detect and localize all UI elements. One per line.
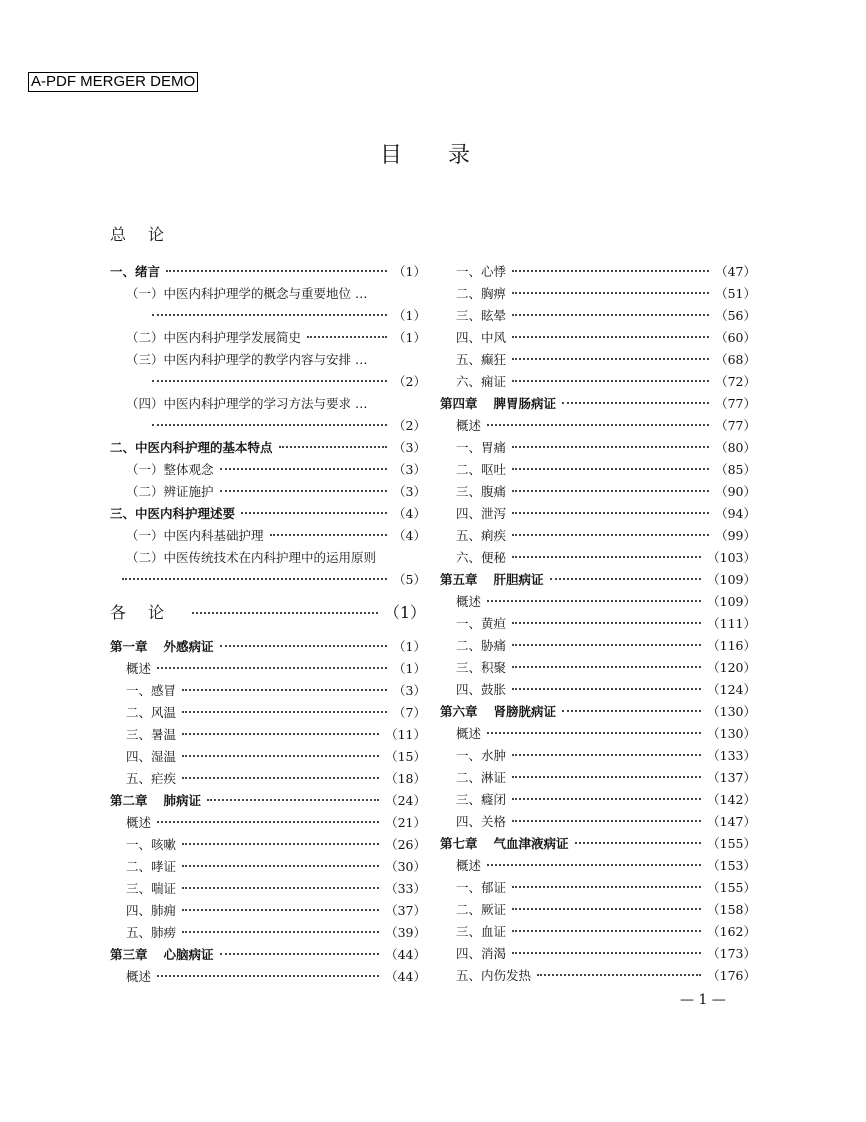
toc-entry[interactable] [110, 702, 426, 724]
entry-title: （二）中医内科护理学发展简史 [126, 330, 302, 345]
dot-leader [182, 843, 379, 845]
dot-leader [512, 622, 701, 624]
page-number: （68） [715, 352, 756, 367]
toc-right-chapters [440, 261, 756, 987]
entry-title: 概述 [126, 969, 152, 984]
page-number: （30） [385, 859, 426, 874]
dot-leader [512, 314, 709, 316]
chapter-number: 第七章 [440, 836, 478, 851]
toc-heading-entry[interactable] [110, 261, 426, 283]
dot-leader [562, 402, 709, 404]
toc-entry[interactable] [440, 371, 756, 393]
dot-leader [512, 908, 701, 910]
page-number: （11） [385, 727, 426, 742]
entry-title: 二、中医内科护理的基本特点 [110, 440, 273, 455]
entry-title: 三、暑温 [126, 727, 177, 742]
dot-leader [512, 688, 701, 690]
dot-leader [182, 755, 379, 757]
toc-entry[interactable] [440, 943, 756, 965]
entry-title: 三、血证 [456, 924, 507, 939]
entry-title: 气血津液病证 [493, 836, 569, 851]
toc-heading-entry[interactable] [110, 503, 426, 525]
demo-watermark: A-PDF MERGER DEMO [28, 72, 198, 92]
dot-leader [182, 711, 387, 713]
toc-entry[interactable] [110, 459, 426, 481]
dot-leader [152, 380, 387, 382]
toc-entry[interactable] [440, 613, 756, 635]
dot-leader [182, 689, 387, 691]
toc-entry[interactable] [110, 481, 426, 503]
page-number: （158） [707, 902, 756, 917]
dot-leader [512, 380, 709, 382]
entry-title: 五、痢疾 [456, 528, 507, 543]
dot-leader [220, 468, 388, 470]
toc-entry[interactable] [110, 878, 426, 900]
page-number: （176） [707, 968, 756, 983]
entry-title: （二）中医传统技术在内科护理中的运用原则 [126, 550, 377, 565]
chapter-number: 第五章 [440, 572, 478, 587]
toc-entry[interactable] [110, 525, 426, 547]
entry-title: 肝胆病证 [493, 572, 544, 587]
toc-entry[interactable] [440, 327, 756, 349]
entry-title: （四）中医内科护理学的学习方法与要求 … [126, 396, 368, 411]
entry-title: 三、眩晕 [456, 308, 507, 323]
dot-leader [166, 270, 387, 272]
dot-leader [512, 336, 709, 338]
dot-leader [182, 733, 379, 735]
dot-leader [512, 886, 701, 888]
toc-entry[interactable] [440, 547, 756, 569]
entry-title: 二、淋证 [456, 770, 507, 785]
toc-entry[interactable] [440, 591, 756, 613]
page-number: （77） [715, 396, 756, 411]
page-number: （120） [707, 660, 756, 675]
toc-entry[interactable] [440, 305, 756, 327]
dot-leader [279, 446, 388, 448]
toc-entry[interactable] [110, 569, 426, 591]
toc-entry[interactable] [110, 327, 426, 349]
page-number: （137） [707, 770, 756, 785]
entry-title: 概述 [456, 418, 482, 433]
entry-title: 概述 [126, 661, 152, 676]
chapter-number: 第六章 [440, 704, 478, 719]
page-number: （1） [393, 661, 426, 676]
entry-title: 二、胸痹 [456, 286, 507, 301]
toc-entry[interactable] [110, 768, 426, 790]
toc-heading-entry[interactable] [110, 790, 426, 812]
entry-title: 四、关格 [456, 814, 507, 829]
toc-entry[interactable] [440, 349, 756, 371]
toc-heading-entry[interactable] [110, 437, 426, 459]
toc-entry[interactable] [110, 856, 426, 878]
entry-title: 肺病证 [163, 793, 202, 808]
dot-leader [182, 865, 379, 867]
page-number: （24） [385, 793, 426, 808]
dot-leader [512, 952, 701, 954]
entry-title: 二、厥证 [456, 902, 507, 917]
toc-entry[interactable] [440, 723, 756, 745]
page-number: （130） [707, 726, 756, 741]
page-number: （39） [385, 925, 426, 940]
page-number: （7） [393, 705, 426, 720]
page-number: （162） [707, 924, 756, 939]
page-number: （133） [707, 748, 756, 763]
dot-leader [537, 974, 701, 976]
entry-title: 四、湿温 [126, 749, 177, 764]
page-number: （18） [385, 771, 426, 786]
toc-entry[interactable] [110, 305, 426, 327]
toc-entry[interactable] [110, 349, 426, 371]
dot-leader [512, 930, 701, 932]
entry-title: 三、喘证 [126, 881, 177, 896]
toc-entry[interactable] [440, 877, 756, 899]
dot-leader [157, 975, 379, 977]
dot-leader [157, 821, 379, 823]
page-number: （60） [715, 330, 756, 345]
entry-title: （一）中医内科护理学的概念与重要地位 … [126, 286, 368, 301]
toc-entry[interactable] [440, 855, 756, 877]
page-number: （3） [393, 462, 426, 477]
toc-entry[interactable] [440, 921, 756, 943]
dot-leader [192, 612, 378, 614]
page-number: （33） [385, 881, 426, 896]
page-number: （37） [385, 903, 426, 918]
page-number: （155） [707, 880, 756, 895]
toc-entry[interactable] [440, 635, 756, 657]
dot-leader [512, 534, 709, 536]
page-number: （1） [393, 308, 426, 323]
page-number: （4） [393, 506, 426, 521]
entry-title: 外感病证 [163, 639, 214, 654]
dot-leader [182, 777, 379, 779]
entry-title: （一）整体观念 [126, 462, 214, 477]
entry-title: 四、中风 [456, 330, 507, 345]
toc-entry[interactable] [440, 525, 756, 547]
entry-title: 六、痫证 [456, 374, 507, 389]
page-footer-number: — 1 — [680, 992, 726, 1008]
entry-title: 四、消渴 [456, 946, 507, 961]
entry-title: 一、水肿 [456, 748, 507, 763]
entry-title: 二、胁痛 [456, 638, 507, 653]
dot-leader [512, 490, 709, 492]
entry-title: 五、癫狂 [456, 352, 507, 367]
dot-leader [562, 710, 701, 712]
page-number: （85） [715, 462, 756, 477]
page-number: （1） [393, 330, 426, 345]
toc-entry[interactable] [110, 966, 426, 988]
entry-title: 一、咳嗽 [126, 837, 177, 852]
page-number: （1） [393, 264, 426, 279]
dot-leader [487, 600, 701, 602]
chapter-number: 第三章 [110, 947, 148, 962]
toc-entry[interactable] [110, 371, 426, 393]
dot-leader [487, 424, 709, 426]
specific-section-heading[interactable] [110, 600, 426, 626]
entry-title: 四、肺痈 [126, 903, 177, 918]
toc-entry[interactable] [110, 724, 426, 746]
entry-title: 概述 [456, 858, 482, 873]
entry-title: 一、胃痛 [456, 440, 507, 455]
toc-entry[interactable] [110, 834, 426, 856]
toc-entry[interactable] [440, 745, 756, 767]
page-number: （4） [393, 528, 426, 543]
toc-entry[interactable] [440, 811, 756, 833]
dot-leader [512, 556, 701, 558]
specific-label: 各论 [110, 603, 187, 622]
entry-title: 概述 [456, 594, 482, 609]
entry-title: 一、心悸 [456, 264, 507, 279]
page-number: （155） [707, 836, 756, 851]
dot-leader [270, 534, 388, 536]
page-number: （1） [393, 639, 426, 654]
page-number: （51） [715, 286, 756, 301]
page-number: （44） [385, 969, 426, 984]
dot-leader [512, 292, 709, 294]
dot-leader [487, 864, 701, 866]
dot-leader [512, 468, 709, 470]
entry-title: 三、积聚 [456, 660, 507, 675]
toc-entry[interactable] [440, 415, 756, 437]
toc-entry[interactable] [440, 899, 756, 921]
toc-entry[interactable] [110, 283, 426, 305]
entry-title: 三、中医内科护理述要 [110, 506, 236, 521]
page-number: （94） [715, 506, 756, 521]
page-number: （99） [715, 528, 756, 543]
entry-title: 四、泄泻 [456, 506, 507, 521]
page-number: （15） [385, 749, 426, 764]
page-number: （72） [715, 374, 756, 389]
dot-leader [512, 512, 709, 514]
entry-title: 脾胃肠病证 [493, 396, 557, 411]
page-number: （2） [393, 418, 426, 433]
dot-leader [152, 314, 387, 316]
dot-leader [182, 909, 379, 911]
dot-leader [182, 887, 379, 889]
entry-title: 五、内伤发热 [456, 968, 532, 983]
page-number: （103） [707, 550, 756, 565]
toc-entry[interactable] [440, 261, 756, 283]
entry-title: 一、绪言 [110, 264, 161, 279]
entry-title: 二、风温 [126, 705, 177, 720]
page-number: （130） [707, 704, 756, 719]
toc-entry[interactable] [440, 657, 756, 679]
dot-leader [220, 490, 388, 492]
dot-leader [157, 667, 387, 669]
entry-title: 三、癃闭 [456, 792, 507, 807]
dot-leader [241, 512, 387, 514]
page-number: （147） [707, 814, 756, 829]
dot-leader [512, 754, 701, 756]
page-number: （124） [707, 682, 756, 697]
entry-title: 二、哮证 [126, 859, 177, 874]
page-number: （109） [707, 594, 756, 609]
toc-heading-entry[interactable] [110, 944, 426, 966]
toc-left-general [110, 261, 426, 591]
page-number: （80） [715, 440, 756, 455]
toc-entry[interactable] [440, 459, 756, 481]
entry-title: 概述 [456, 726, 482, 741]
toc-entry[interactable] [440, 679, 756, 701]
entry-title: 一、感冒 [126, 683, 177, 698]
entry-title: 一、黄疸 [456, 616, 507, 631]
entry-title: （二）辨证施护 [126, 484, 214, 499]
toc-entry[interactable] [110, 680, 426, 702]
entry-title: 肾膀胱病证 [493, 704, 557, 719]
page-number: （90） [715, 484, 756, 499]
page-number: （173） [707, 946, 756, 961]
toc-entry[interactable] [440, 481, 756, 503]
dot-leader [512, 798, 701, 800]
toc-entry[interactable] [440, 965, 756, 987]
dot-leader [220, 953, 380, 955]
page-title: 目录 [380, 143, 517, 168]
page-number: （47） [715, 264, 756, 279]
page-number: （3） [393, 683, 426, 698]
toc-heading-entry[interactable] [440, 833, 756, 855]
dot-leader [307, 336, 387, 338]
toc-left-chapters [110, 636, 426, 988]
dot-leader [220, 645, 388, 647]
chapter-number: 第四章 [440, 396, 478, 411]
toc-heading-entry[interactable] [440, 569, 756, 591]
toc-heading-entry[interactable] [440, 393, 756, 415]
chapter-number: 第二章 [110, 793, 148, 808]
entry-title: 五、疟疾 [126, 771, 177, 786]
page-number: （5） [393, 572, 426, 587]
page-number: （44） [385, 947, 426, 962]
page-number: （3） [393, 484, 426, 499]
page-number: （56） [715, 308, 756, 323]
toc-entry[interactable] [110, 812, 426, 834]
entry-title: 一、郁证 [456, 880, 507, 895]
dot-leader [512, 776, 701, 778]
toc-entry[interactable] [110, 393, 426, 415]
entry-title: 三、腹痛 [456, 484, 507, 499]
entry-title: （一）中医内科基础护理 [126, 528, 264, 543]
toc-entry[interactable] [110, 547, 426, 569]
entry-title: 二、呕吐 [456, 462, 507, 477]
dot-leader [512, 270, 709, 272]
general-section-heading: 总论 [110, 225, 187, 244]
dot-leader [512, 446, 709, 448]
page-number: （153） [707, 858, 756, 873]
toc-entry[interactable] [110, 900, 426, 922]
dot-leader [207, 799, 379, 801]
toc-entry[interactable] [110, 922, 426, 944]
entry-title: 心脑病证 [163, 947, 214, 962]
page-number: （2） [393, 374, 426, 389]
toc-entry[interactable] [440, 767, 756, 789]
page-number: （3） [393, 440, 426, 455]
dot-leader [575, 842, 702, 844]
toc-entry[interactable] [440, 789, 756, 811]
entry-title: 四、鼓胀 [456, 682, 507, 697]
entry-title: 六、便秘 [456, 550, 507, 565]
dot-leader [182, 931, 379, 933]
toc-entry[interactable] [440, 437, 756, 459]
toc-heading-entry[interactable] [440, 701, 756, 723]
page-number: （26） [385, 837, 426, 852]
page-number: （142） [707, 792, 756, 807]
toc-entry[interactable] [110, 658, 426, 680]
chapter-number: 第一章 [110, 639, 148, 654]
page-number: （21） [385, 815, 426, 830]
toc-entry[interactable] [110, 415, 426, 437]
entry-title: 概述 [126, 815, 152, 830]
dot-leader [487, 732, 701, 734]
dot-leader [512, 666, 701, 668]
dot-leader [122, 578, 387, 580]
dot-leader [550, 578, 702, 580]
toc-entry[interactable] [440, 503, 756, 525]
page-number: （116） [707, 638, 756, 653]
dot-leader [512, 358, 709, 360]
toc-heading-entry[interactable] [110, 636, 426, 658]
page-number: （77） [715, 418, 756, 433]
dot-leader [512, 644, 701, 646]
toc-entry[interactable] [440, 283, 756, 305]
entry-title: （三）中医内科护理学的教学内容与安排 … [126, 352, 368, 367]
page-number: （109） [707, 572, 756, 587]
page-number: （111） [707, 616, 756, 631]
toc-entry[interactable] [110, 746, 426, 768]
dot-leader [152, 424, 387, 426]
entry-title: 五、肺痨 [126, 925, 177, 940]
dot-leader [512, 820, 701, 822]
page-number: （1） [383, 603, 426, 622]
